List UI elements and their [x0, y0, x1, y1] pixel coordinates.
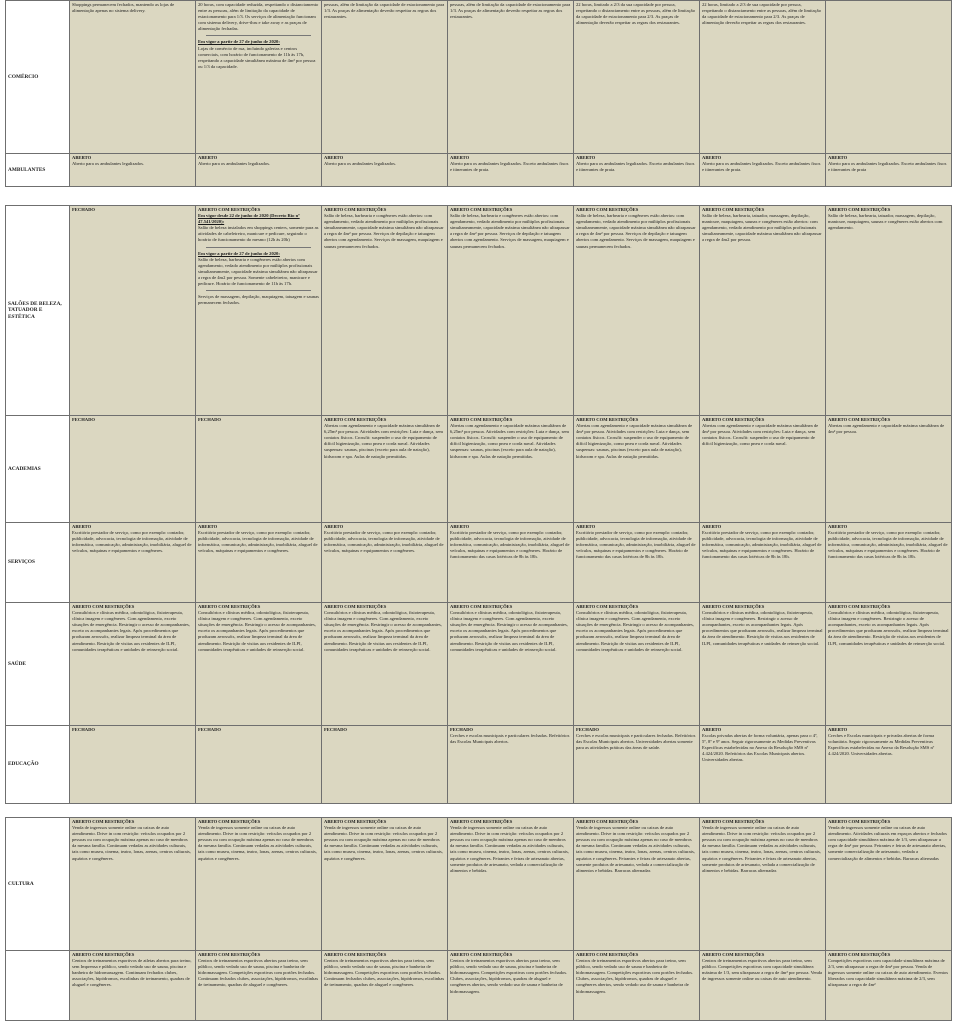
cell-heading: Em vigor a partir de 27 de junho de 2020:: [198, 39, 280, 45]
table-cell: [574, 154, 700, 187]
status-label: ABERTO COM RESTRIÇÕES: [828, 207, 891, 212]
status-label: FECHADO: [324, 727, 347, 732]
cell-text: Aberto para os ambulantes legalizados.: [198, 161, 271, 167]
cell-text: Creches e escolas municipais e particulares fechadas. Refeitórios das Escolas Municipais abertos. Universidades abertas somente para as atividades práticas das áreas de saúde.: [576, 733, 696, 751]
table-cell: [826, 726, 952, 804]
table-cell: [322, 951, 448, 1021]
cell-text: Venda de ingressos somente online ou caixas de auto atendimento. Drive in com restrição: veículos ocupados por 2 pessoas ou com ocupação máxima apenas no caso de membros da mesma família. Continuam vedadas as atividades culturais, tais como museu, cinema, teatro, lonas, arenas, centros culturais, aquários e congêneres. Feirantes e feiras de artesanato abertas, somente produtos de artesanato, vedada a comercialização de alimentos e bebidas. Barracas alternadas: [576, 825, 695, 873]
status-label: ABERTO: [576, 524, 596, 529]
cell-text: Aberto para os ambulantes legalizados.: [324, 161, 397, 167]
status-label: ABERTO: [576, 155, 596, 160]
table-row: [6, 154, 952, 187]
table-cell: [826, 818, 952, 951]
cell-text: Aberto para os ambulantes legalizados. Exceto ambulantes fixos e itinerantes de praia.: [450, 161, 569, 173]
cell-text: Consultórios e clínicas médica, odontológica, fisioterapeuta, clínica imagem e congêneres. Com agendamento, exceto situações de emergência. Restringir o acesso de acompanhantes, exceto os acompanhantes legais. Após procedimentos que produzam aerossóis, realizar limpeza terminal da área de atendimento. Restrição de visitas aos residentes de ILPI, comunidades terapêuticas e unidades de reinserção social.: [72, 610, 190, 652]
table-cell: [322, 1, 448, 154]
table-cell: [448, 523, 574, 603]
cell-text: Abertas com agendamento e capacidade máxima simultânea de 6,25m² por pessoa. Atividades com restrições: Luta e dança, sem contatos físicos. Crossfit: suspender o uso de equipamento de difícil higienização, como pneu e corda naval. Atividades suspensas: saunas, piscinas (exceto para aula de natação), kidsroom e spa. Aulas de natação permitidas.: [450, 423, 569, 459]
table-row: [6, 603, 952, 726]
cell-text: Creches e Escolas municipais e privadas abertas de forma voluntária. Seguir rigorosamente as Medidas Preventivas Específicas estabelecidas no Anexo da Resolução SMS nº 4.424/2020. Universidades abertas.: [828, 733, 935, 757]
status-label: ABERTO COM RESTRIÇÕES: [198, 604, 261, 609]
cell-text: Centros de treinamentos esportivos abertos para treino, sem público, sendo vedado uso de sauna, piscina e banheira de hidromassagem. Competições esportivas com portões fechados. Continuam fechados clubes, associações, hipódromos, escolinhas de treinamento, quadras de aluguel e congêneres.: [324, 958, 445, 988]
table-cell: [196, 951, 322, 1021]
status-label: ABERTO COM RESTRIÇÕES: [828, 819, 891, 824]
cell-text: Escritório prestador de serviço, como por exemplo: contador, publicidade, advocacia, tecnologia de informação, atividade de informática, comunicação, administração, imobiliária, aluguel de veículos, máquinas e equipamentos e congêneres. Horário de funcionamento das casas lotéricas de 8h às 18h.: [450, 530, 570, 560]
cell-text: Venda de ingressos somente online ou caixas de auto atendimento. Drive in com restrição: veículos ocupados por 2 pessoas ou com ocupação máxima apenas no caso de membros da mesma família. Continuam vedadas as atividades culturais, tais como museu, cinema, teatro, lonas, arenas, centros culturais, aquários e congêneres. Feirantes e feiras de artesanato abertas, somente produtos de artesanato, vedada a comercialização de alimentos e bebidas.: [450, 825, 569, 873]
cell-text: Consultórios e clínicas médica, odontológica, fisioterapeuta, clínica imagem e congêneres. Com agendamento, exceto situações de emergência. Restringir o acesso de acompanhantes, exceto os acompanhantes legais. Após procedimentos que produzam aerossóis, realizar limpeza terminal da área de atendimento. Restrição de visitas aos residentes de ILPI, comunidades terapêuticas e unidades de reinserção social.: [450, 610, 568, 652]
table-cell: [574, 206, 700, 416]
table-cell: [70, 1, 196, 154]
phase-table-culture: [5, 817, 952, 1021]
table-cell: [826, 416, 952, 523]
status-label: ABERTO COM RESTRIÇÕES: [828, 417, 891, 422]
status-label: ABERTO COM RESTRIÇÕES: [576, 417, 639, 422]
table-cell: [70, 206, 196, 416]
status-label: ABERTO COM RESTRIÇÕES: [72, 952, 135, 957]
table-cell: [700, 1, 826, 154]
table-cell: [574, 416, 700, 523]
table-cell: [70, 951, 196, 1021]
status-label: ABERTO: [828, 155, 848, 160]
table-cell: [700, 154, 826, 187]
cell-text: 20 horas, com capacidade reduzida, respeitando o distanciamento entre as pessoas, além de limitação da capacidade de estacionamento para 1/3. Os serviços de alimentação funcionam com sistema delivery, drive-thru e take away e as praças de alimentação fechadas.: [198, 2, 319, 32]
status-label: ABERTO COM RESTRIÇÕES: [198, 819, 261, 824]
row-label: SERVIÇOS: [6, 523, 70, 603]
cell-text: Escolas privadas abertas de forma voluntária, apenas para o 4º, 5º, 8º e 9º anos. Seguir rigorosamente as Medidas Preventivas Específicas estabelecidas no Anexo da Resolução SMS nº 4.424/2020. Refeitórios das Escolas Municipais abertos. Universidades abertas.: [702, 733, 818, 763]
table-cell: [196, 154, 322, 187]
cell-text: Salão de beleza, barbearia e congêneres estão abertos: com agendamento, vedado atendimento por múltiplos profissionais simultaneamente, capacidade máxima simultânea não ultrapassar a regra de 4m² por pessoa. Serviços de depilação e tatuagem abertos com agendamento. Serviços de massagem, maquiagem e saunas permanecem fechados.: [450, 213, 570, 249]
status-label: ABERTO: [702, 727, 722, 732]
status-label: ABERTO: [450, 155, 470, 160]
table-cell: [196, 1, 322, 154]
table-cell: [322, 603, 448, 726]
cell-text: Salão de beleza instalados em shoppings centers, somente para as atividades de cabeleireiro, manicure e pedicure, seguindo o horário de funcionamento do mesmo (12h às 20h): [198, 225, 319, 243]
table-cell: [322, 818, 448, 951]
table-cell: [70, 523, 196, 603]
table-cell: [70, 416, 196, 523]
status-label: ABERTO COM RESTRIÇÕES: [702, 207, 765, 212]
cell-text: Escritório prestador de serviço, como por exemplo: contador, publicidade, advocacia, tecnologia de informação, atividade de informática, comunicação, administração, imobiliária, aluguel de veículos, máquinas e equipamentos e congêneres.: [198, 530, 318, 554]
row-label: COMÉRCIO: [6, 1, 70, 154]
cell-text: pessoas, além de limitação da capacidade de estacionamento para 1/3. As praças de alimentação deverão respeitar as regras dos restaurantes.: [324, 2, 445, 20]
cell-text: Escritório prestador de serviço, como por exemplo: contador, publicidade, advocacia, tecnologia de informação, atividade de informática, comunicação, administração, imobiliária, aluguel de veículos, máquinas e equipamentos e congêneres.: [324, 530, 444, 554]
status-label: ABERTO: [450, 524, 470, 529]
cell-text: Consultórios e clínicas médica, odontológica, fisioterapeuta, clínica imagem e congêneres. Com agendamento, exceto situações de emergência. Restringir o acesso de acompanhantes, exceto os acompanhantes legais. Após procedimentos que produzam aerossóis, realizar limpeza terminal da área de atendimento. Restrição de visitas aos residentes de ILPI, comunidades terapêuticas e unidades de reinserção social.: [324, 610, 442, 652]
status-label: FECHADO: [198, 727, 221, 732]
status-label: ABERTO COM RESTRIÇÕES: [576, 207, 639, 212]
status-label: FECHADO: [450, 727, 473, 732]
table-row: [6, 1, 952, 154]
table-cell: [322, 154, 448, 187]
table-cell: [448, 154, 574, 187]
status-label: FECHADO: [198, 417, 221, 422]
status-label: ABERTO COM RESTRIÇÕES: [198, 207, 261, 212]
table-cell: [448, 206, 574, 416]
status-label: ABERTO COM RESTRIÇÕES: [324, 819, 387, 824]
table-cell: [826, 206, 952, 416]
phase-table-commerce: [5, 0, 952, 187]
cell-text: Venda de ingressos somente online ou caixas de auto atendimento. Drive in com restrição: veículos ocupados por 2 pessoas ou com ocupação máxima apenas no caso de membros da mesma família. Continuam vedadas as atividades culturais, tais como museu, cinema, teatro, lonas, arenas, centros culturais, aquários e congêneres.: [72, 825, 191, 861]
table-cell: [196, 523, 322, 603]
cell-text: Escritório prestador de serviço, como por exemplo: contador, publicidade, advocacia, tecnologia de informação, atividade de informática, comunicação, administração, imobiliária, aluguel de veículos, máquinas e equipamentos e congêneres. Horário de funcionamento das casas lotéricas de 8h às 18h.: [702, 530, 822, 560]
cell-text: Centros de treinamentos esportivos abertos para treino, sem público, sendo vedado uso de sauna e banheira de hidromassagem. Competições esportivas com portões fechados. Clubes, associações, hipódromos, quadras de aluguel e congêneres abertos, sendo vedado uso de sauna e banheira de hidromassagem.: [576, 958, 694, 994]
status-label: ABERTO COM RESTRIÇÕES: [702, 952, 765, 957]
cell-text: Abertas com agendamento e capacidade máxima simultânea de 4m² por pessoa.: [828, 423, 945, 435]
status-label: ABERTO COM RESTRIÇÕES: [450, 952, 513, 957]
status-label: ABERTO: [324, 524, 344, 529]
table-cell: [196, 206, 322, 416]
cell-text: Consultórios e clínicas médica, odontológica, fisioterapeuta, clínica imagem e congêneres. Restringir o acesso de acompanhantes, exceto os acompanhantes legais. Após procedimentos que produzam aerossóis, realizar limpeza terminal da área de atendimento. Restrição de visitas aos residentes de ILPI, comunidades terapêuticas e unidades de reinserção social.: [828, 610, 949, 646]
cell-text: Centros de treinamentos esportivos abertos para treino, sem público. Competições esportivas com capacidade simultânea máxima de 1/3, sem ultrapassar a regra de 4m² por pessoa. Venda de ingressos somente online ou caixas de auto atendimento.: [702, 958, 823, 982]
status-label: ABERTO COM RESTRIÇÕES: [324, 417, 387, 422]
table-cell: [826, 154, 952, 187]
cell-text: Salão de beleza, barbearia e congêneres estão abertos: com agendamento, vedado atendimento por múltiplos profissionais simultaneamente, capacidade máxima simultânea não ultrapassar a regra de 4m² por pessoa. Serviços de depilação e tatuagem abertos com agendamento. Serviços de massagem, maquiagem e saunas permanecem fechados.: [324, 213, 444, 249]
cell-text: Salão de beleza, barbearia, tatuador, massagem, depilação, manicure, maquiagem, saunas e congêneres estão abertos com agendamento.: [828, 213, 943, 231]
status-label: ABERTO COM RESTRIÇÕES: [324, 952, 387, 957]
status-label: ABERTO COM RESTRIÇÕES: [576, 604, 639, 609]
table-row: [6, 206, 952, 416]
cell-text: Venda de ingressos somente online ou caixas de auto atendimento. Drive in com restrição: veículos ocupados por 2 pessoas ou com ocupação máxima apenas no caso de membros da mesma família. Continuam vedadas as atividades culturais, tais como museu, cinema, teatro, lonas, arenas, centros culturais, aquários e congêneres.: [198, 825, 317, 861]
table-cell: [448, 416, 574, 523]
table-cell: [448, 1, 574, 154]
table-cell: [196, 603, 322, 726]
table-row: [6, 818, 952, 951]
status-label: ABERTO: [198, 524, 218, 529]
table-cell: [448, 951, 574, 1021]
status-label: ABERTO COM RESTRIÇÕES: [702, 819, 765, 824]
table-cell: [700, 523, 826, 603]
status-label: ABERTO: [72, 524, 92, 529]
status-label: ABERTO COM RESTRIÇÕES: [450, 819, 513, 824]
cell-text: Aberto para os ambulantes legalizados. Exceto ambulantes fixos e itinerantes de praia: [828, 161, 947, 173]
cell-text: Lojas de comércio de rua, incluindo galerias e centros comerciais, com horário de funcionamento de 11h às 17h, respeitando a capacidade simultânea máxima de 4m² por pessoa ou 1/3 da capacidade.: [198, 45, 316, 69]
table-cell: [70, 603, 196, 726]
table-cell: [574, 523, 700, 603]
table-cell: [574, 726, 700, 804]
table-cell: [70, 818, 196, 951]
status-label: ABERTO COM RESTRIÇÕES: [702, 417, 765, 422]
status-label: FECHADO: [72, 417, 95, 422]
status-label: ABERTO COM RESTRIÇÕES: [576, 819, 639, 824]
phase-table-services: [5, 205, 952, 804]
cell-text: Abertas com agendamento e capacidade máxima simultânea de 6,25m² por pessoa. Atividades com restrições: Luta e dança, sem contatos físicos. Crossfit: suspender o uso de equipamento de difícil higienização, como pneu e corda naval. Atividades suspensas: saunas, piscinas (exceto para aula de natação), kidsroom e spa. Aulas de natação permitidas.: [324, 423, 443, 459]
table-cell: [448, 726, 574, 804]
table-row: [6, 951, 952, 1021]
status-label: ABERTO COM RESTRIÇÕES: [324, 604, 387, 609]
cell-text: Consultórios e clínicas médica, odontológica, fisioterapeuta, clínica imagem e congêneres. Com agendamento, exceto situações de emergência. Restringir o acesso de acompanhantes, exceto os acompanhantes legais. Após procedimentos que produzam aerossóis, realizar limpeza terminal da área de atendimento. Restrição de visitas aos residentes de ILPI, comunidades terapêuticas e unidades de reinserção social.: [198, 610, 316, 652]
cell-text: Competições esportivas com capacidade simultânea máxima de 2/3, sem ultrapassar a regra de 4m² por pessoa. Venda de ingressos somente online ou caixas de auto atendimento. Eventos liberados com capacidade simultânea máxima de 2/3, sem ultrapassar a regra de 4m²: [828, 958, 949, 988]
cell-text: Venda de ingressos somente online ou caixas de auto atendimento. Atividades culturais em espaços abertos e fechados com capacidade simultânea máxima de 1/3, sem ultrapassar a regra de 4m² por pessoa. Feirantes e feiras de artesanato abertas, somente comercialização de artesanato, vedada a comercialização de alimentos e bebidas. Barracas alternadas: [828, 825, 947, 861]
table-cell: [700, 416, 826, 523]
cell-text: Serviços de massagem, depilação, maquiagem, tatuagem e saunas permanecem fechados.: [198, 294, 319, 306]
row-label: CULTURA: [6, 818, 70, 951]
cell-text: Centros de treinamentos esportivos abertos para treino, sem público, sendo vedado uso de sauna, piscina e banheira de hidromassagem. Competições esportivas com portões fechados. Clubes, associações, hipódromos, quadras de aluguel e congêneres abertos, sendo vedado uso de sauna e banheira de hidromassagem.: [450, 958, 568, 994]
cell-text: Abertas com agendamento e capacidade máxima simultânea de 4m² por pessoa. Atividades com restrições: Luta e dança, sem contatos físicos. Crossfit: suspender o uso de equipamento de difícil higienização, como pneu e corda naval. Atividades suspensas: saunas, piscinas (exceto para aula de natação), kidsroom e spa. Aulas de natação permitidas.: [576, 423, 693, 459]
cell-text: Escritório prestador de serviço, como por exemplo: contador, publicidade, advocacia, tecnologia de informação, atividade de informática, comunicação, administração, imobiliária, aluguel de veículos, máquinas e equipamentos e congêneres. Horário de funcionamento das casas lotéricas de 8h às 18h.: [576, 530, 696, 560]
divider: [206, 35, 311, 36]
cell-text: Abertas com agendamento e capacidade máxima simultânea de 4m² por pessoa. Atividades com restrições: Luta e dança, sem contatos físicos. Crossfit: suspender o uso de equipamento de difícil higienização, como pneu e corda naval.: [702, 423, 819, 447]
cell-text: Aberto para os ambulantes legalizados. Exceto ambulantes fixos e itinerantes de praia.: [576, 161, 695, 173]
table-cell: [322, 416, 448, 523]
cell-text: Consultórios e clínicas médica, odontológica, fisioterapeuta, clínica imagem e congêneres. Restringir o acesso de acompanhantes, exceto os acompanhantes legais. Após procedimentos que produzam aerossóis, realizar limpeza terminal da área de atendimento. Restrição de visitas aos residentes de ILPI, comunidades terapêuticas e unidades de reinserção social.: [702, 610, 823, 646]
status-label: ABERTO: [828, 727, 848, 732]
table-cell: [574, 818, 700, 951]
cell-text: Consultórios e clínicas médica, odontológica, fisioterapeuta, clínica imagem e congêneres. Com agendamento, exceto situações de emergência. Restringir o acesso de acompanhantes, exceto os acompanhantes legais. Após procedimentos que produzam aerossóis, realizar limpeza terminal da área de atendimento. Restrição de visitas aos residentes de ILPI, comunidades terapêuticas e unidades de reinserção social.: [576, 610, 694, 652]
cell-text: Salão de beleza, barbearia e congêneres estão abertos: com agendamento, vedado atendimento por múltiplos profissionais simultaneamente, capacidade máxima simultânea não ultrapassar a regra de 4m² por pessoa. Serviços de depilação e tatuagem abertos com agendamento. Serviços de massagem, maquiagem e saunas permanecem fechados.: [576, 213, 696, 249]
cell-text: pessoas, além de limitação da capacidade de estacionamento para 1/3. As praças de alimentação deverão respeitar as regras dos restaurantes.: [450, 2, 571, 20]
table-cell: [70, 726, 196, 804]
table-cell: [700, 726, 826, 804]
table-cell: [196, 818, 322, 951]
cell-text: Creches e escolas municipais e particulares fechadas. Refeitórios das Escolas Municipais abertos.: [450, 733, 570, 745]
table-cell: [700, 206, 826, 416]
table-cell: [574, 951, 700, 1021]
cell-heading: Em vigor desde 22 de junho de 2020 (Decreto Rio nº 47.541/2020):: [198, 213, 300, 225]
cell-heading: Em vigor a partir de 27 de junho de 2020:: [198, 250, 280, 256]
divider: [206, 247, 311, 248]
table-cell: [448, 818, 574, 951]
status-label: ABERTO COM RESTRIÇÕES: [828, 604, 891, 609]
cell-text: 22 horas, limitado a 2/3 da sua capacidade por pessoa, respeitando o distanciamento entre as pessoas, além de limitação da capacidade de estacionamento para 2/3. As praças de alimentação deverão respeitar as regras dos restaurantes.: [576, 2, 696, 26]
table-cell: [826, 523, 952, 603]
cell-text: Salão de beleza, barbearia e congêneres estão abertos com agendamento, vedado atendimento por múltiplos profissionais simultaneamente, capacidade máxima simultânea não ultrapassar a regra de 4m2 por pessoa. Somente cabeleireiro, manicure e pedicure. Horário de funcionamento de 11h às 17h.: [198, 256, 318, 287]
table-row: [6, 523, 952, 603]
cell-text: Shoppings permanecem fechados, mantendo as lojas de alimentação apenas no sistema delivery.: [72, 2, 175, 14]
cell-text: Venda de ingressos somente online ou caixas de auto atendimento. Drive in com restrição: veículos ocupados por 2 pessoas ou com ocupação máxima apenas no caso de membros da mesma família. Continuam vedadas as atividades culturais, tais como museu, cinema, teatro, lonas, arenas, centros culturais, aquários e congêneres. Feirantes e feiras de artesanato abertas, somente produtos de artesanato, vedada a comercialização de alimentos e bebidas. Barracas alternadas: [702, 825, 821, 873]
status-label: ABERTO: [828, 524, 848, 529]
row-label: EDUCAÇÃO: [6, 726, 70, 804]
status-label: ABERTO: [702, 155, 722, 160]
status-label: FECHADO: [72, 207, 95, 212]
row-label: SAÚDE: [6, 603, 70, 726]
status-label: ABERTO: [198, 155, 218, 160]
cell-text: 22 horas, limitado a 2/3 de sua capacidade por pessoa, respeitando o distanciamento entre as pessoas, além de limitação da capacidade de estacionamento para 2/3. As praças de alimentação deverão respeitar as regras dos restaurantes.: [702, 2, 822, 26]
status-label: ABERTO: [702, 524, 722, 529]
status-label: ABERTO COM RESTRIÇÕES: [702, 604, 765, 609]
cell-text: Centros de treinamentos esportivos de atletas abertos para treino, sem Imprensa e público, sendo vedado uso de sauna, piscina e banheira de hidromassagem. Continuam fechados clubes, associações, hipódromos, escolinhas de treinamento, quadras de aluguel e congêneres.: [72, 958, 192, 988]
table-cell: [70, 154, 196, 187]
table-row: [6, 726, 952, 804]
cell-text: Aberto para os ambulantes legalizados. Exceto ambulantes fixos e itinerantes de praia.: [702, 161, 821, 173]
table-cell: [196, 726, 322, 804]
row-label: AMBULANTES: [6, 154, 70, 187]
table-cell: [322, 726, 448, 804]
status-label: ABERTO COM RESTRIÇÕES: [828, 952, 891, 957]
table-cell: [700, 603, 826, 726]
status-label: ABERTO COM RESTRIÇÕES: [198, 952, 261, 957]
status-label: FECHADO: [576, 727, 599, 732]
table-cell: [322, 206, 448, 416]
table-cell: [700, 818, 826, 951]
table-cell: [322, 523, 448, 603]
table-cell: [700, 951, 826, 1021]
table-cell: [826, 1, 952, 154]
row-label: [6, 951, 70, 1021]
status-label: ABERTO COM RESTRIÇÕES: [450, 604, 513, 609]
status-label: ABERTO COM RESTRIÇÕES: [324, 207, 387, 212]
table-cell: [574, 1, 700, 154]
row-label: ACADEMIAS: [6, 416, 70, 523]
cell-text: Escritório prestador de serviço, como por exemplo: contador, publicidade, advocacia, tecnologia de informação, atividade de informática, comunicação, administração, imobiliária, aluguel de veículos, máquinas e equipamentos e congêneres. Horário de funcionamento das casas lotéricas de 8h às 18h.: [828, 530, 948, 560]
cell-text: Escritório prestador de serviço, como por exemplo: contador, publicidade, advocacia, tecnologia de informação, atividade de informática, comunicação, administração, imobiliária, aluguel de veículos, máquinas e equipamentos e congêneres.: [72, 530, 192, 554]
table-cell: [826, 603, 952, 726]
cell-text: Aberto para os ambulantes legalizados.: [72, 161, 145, 167]
row-label: SALÕES DE BELEZA, TATUADOR E ESTÉTICA: [6, 206, 70, 416]
status-label: ABERTO: [72, 155, 92, 160]
table-row: [6, 416, 952, 523]
status-label: FECHADO: [72, 727, 95, 732]
divider: [206, 290, 311, 291]
status-label: ABERTO COM RESTRIÇÕES: [72, 819, 135, 824]
table-cell: [574, 603, 700, 726]
table-cell: [826, 951, 952, 1021]
table-cell: [196, 416, 322, 523]
status-label: ABERTO COM RESTRIÇÕES: [450, 417, 513, 422]
cell-text: Venda de ingressos somente online ou caixas de auto atendimento. Drive in com restrição: veículos ocupados por 2 pessoas ou com ocupação máxima apenas no caso de membros da mesma família. Continuam vedadas as atividades culturais, tais como museu, cinema, teatro, lonas, arenas, centros culturais, aquários e congêneres.: [324, 825, 443, 861]
status-label: ABERTO COM RESTRIÇÕES: [72, 604, 135, 609]
status-label: ABERTO COM RESTRIÇÕES: [576, 952, 639, 957]
table-cell: [448, 603, 574, 726]
status-label: ABERTO: [324, 155, 344, 160]
status-label: ABERTO COM RESTRIÇÕES: [450, 207, 513, 212]
cell-text: Salão de beleza, barbearia, tatuador, massagem, depilação, manicure, maquiagem, saunas e congêneres estão abertos: com agendamento, vedado atendimento por múltiplos profissionais simultaneamente, capacidade máxima simultânea não ultrapassar a regra de 4m2 por pessoa.: [702, 213, 822, 243]
cell-text: Centros de treinamentos esportivos abertos para treino, sem público, sendo vedado uso de sauna, piscina e banheira de hidromassagem. Competições esportivas com portões fechados. Continuam fechados clubes, associações, hipódromos, escolinhas de treinamento, quadras de aluguel e congêneres.: [198, 958, 319, 988]
